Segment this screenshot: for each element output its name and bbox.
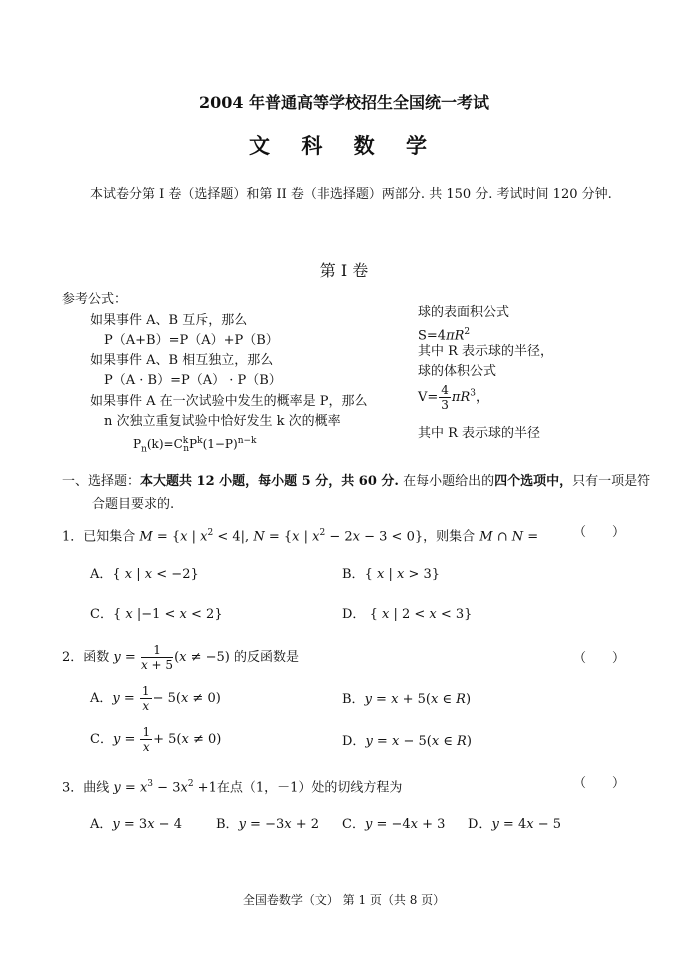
section-heading: 一、选择题：本大题共 12 小题，每小题 5 分，共 60 分. 在每小题给出的四个选项中，只有一项是符合题目要求的. [62,474,651,512]
exam-title: 2004 年普通高等学校招生全国统一考试 [198,93,490,112]
question-2-answer-paren: （ ） [573,651,626,666]
exam-intro: 本试卷分第 I 卷（选择题）和第 II 卷（非选择题）两部分. 共 150 分. 考试时间 120 分钟. [90,187,612,202]
question-3-answer-paren: （ ） [573,776,626,791]
formula-left-1: 如果事件 A、B 互斥，那么 [90,313,248,328]
formula-left-5: 如果事件 A 在一次试验中发生的概率是 P，那么 [90,394,368,409]
formula-right-3: 球的体积公式 [418,364,497,379]
question-3-option-a: A．y = 3x − 4 [90,817,182,832]
question-2-option-a: A．y = $\frac{1}{x}$ − 5(x ≠ 0) [90,684,221,713]
formula-right-4: 其中 R 表示球的半径 [418,426,541,441]
question-3-stem: 3．曲线 $y = x^3 - 3x^2 +1$在点（1，－1）处的切线方程为 [62,779,403,796]
part-title: 第 I 卷 [319,261,369,280]
formula-left-3: 如果事件 A、B 相互独立，那么 [90,353,274,368]
formula-left-4: P（A · B）=P（A） · P（B） [104,373,282,388]
formula-left-2: P（A+B）=P（A）+P（B） [104,333,279,348]
question-2-option-b: B．y = x + 5(x ∈ R) [342,692,472,707]
question-2-option-d: D．y = x − 5(x ∈ R) [342,734,472,749]
formula-right-2: 其中 R 表示球的半径， [418,344,554,359]
question-1-answer-paren: （ ） [573,525,626,540]
formula-heading: 参考公式： [62,292,128,307]
question-3-option-c: C．y = −4x + 3 [342,817,446,832]
question-1-option-b: B．{ x | x > 3} [342,567,441,582]
question-1-option-d: D． { x | 2 < x < 3} [342,607,473,622]
question-2-stem: 2．函数 y = $\frac{1}{x + 5}$ (x ≠ −5) 的反函数是 [62,643,300,672]
question-3-option-b: B．y = −3x + 2 [216,817,320,832]
question-1-option-c: C．{ x |−1 < x < 2} [90,607,223,622]
formula-left-6: n 次独立重复试验中恰好发生 k 次的概率 [104,414,341,429]
binomial-formula: $P_n(k)=C^k_nP^k(1-P)^{n-k}$ [133,436,257,455]
question-3-option-d: D．y = 4x − 5 [468,817,562,832]
question-2-option-c: C．y = $\frac{1}{x}$ + 5(x ≠ 0) [90,725,222,754]
question-1-option-a: A．{ x | x < −2} [90,567,199,582]
formula-right-1: 球的表面积公式 [418,305,510,320]
page-footer: 全国卷数学（文） 第 1 页（共 8 页） [242,893,446,907]
exam-subject: 文 科 数 学 [249,133,439,158]
sphere-volume-formula: V= $\frac{4}{3}$ $\pi R^3$， [418,383,490,412]
question-1-stem: 1．已知集合 M = {x | $x^2 < 4|$, N = {x | $x^2 - 2x - 3 < 0$}，则集合 M ∩ N = [62,528,539,545]
sphere-area-formula: $S=4\pi R^2$ [418,327,471,344]
